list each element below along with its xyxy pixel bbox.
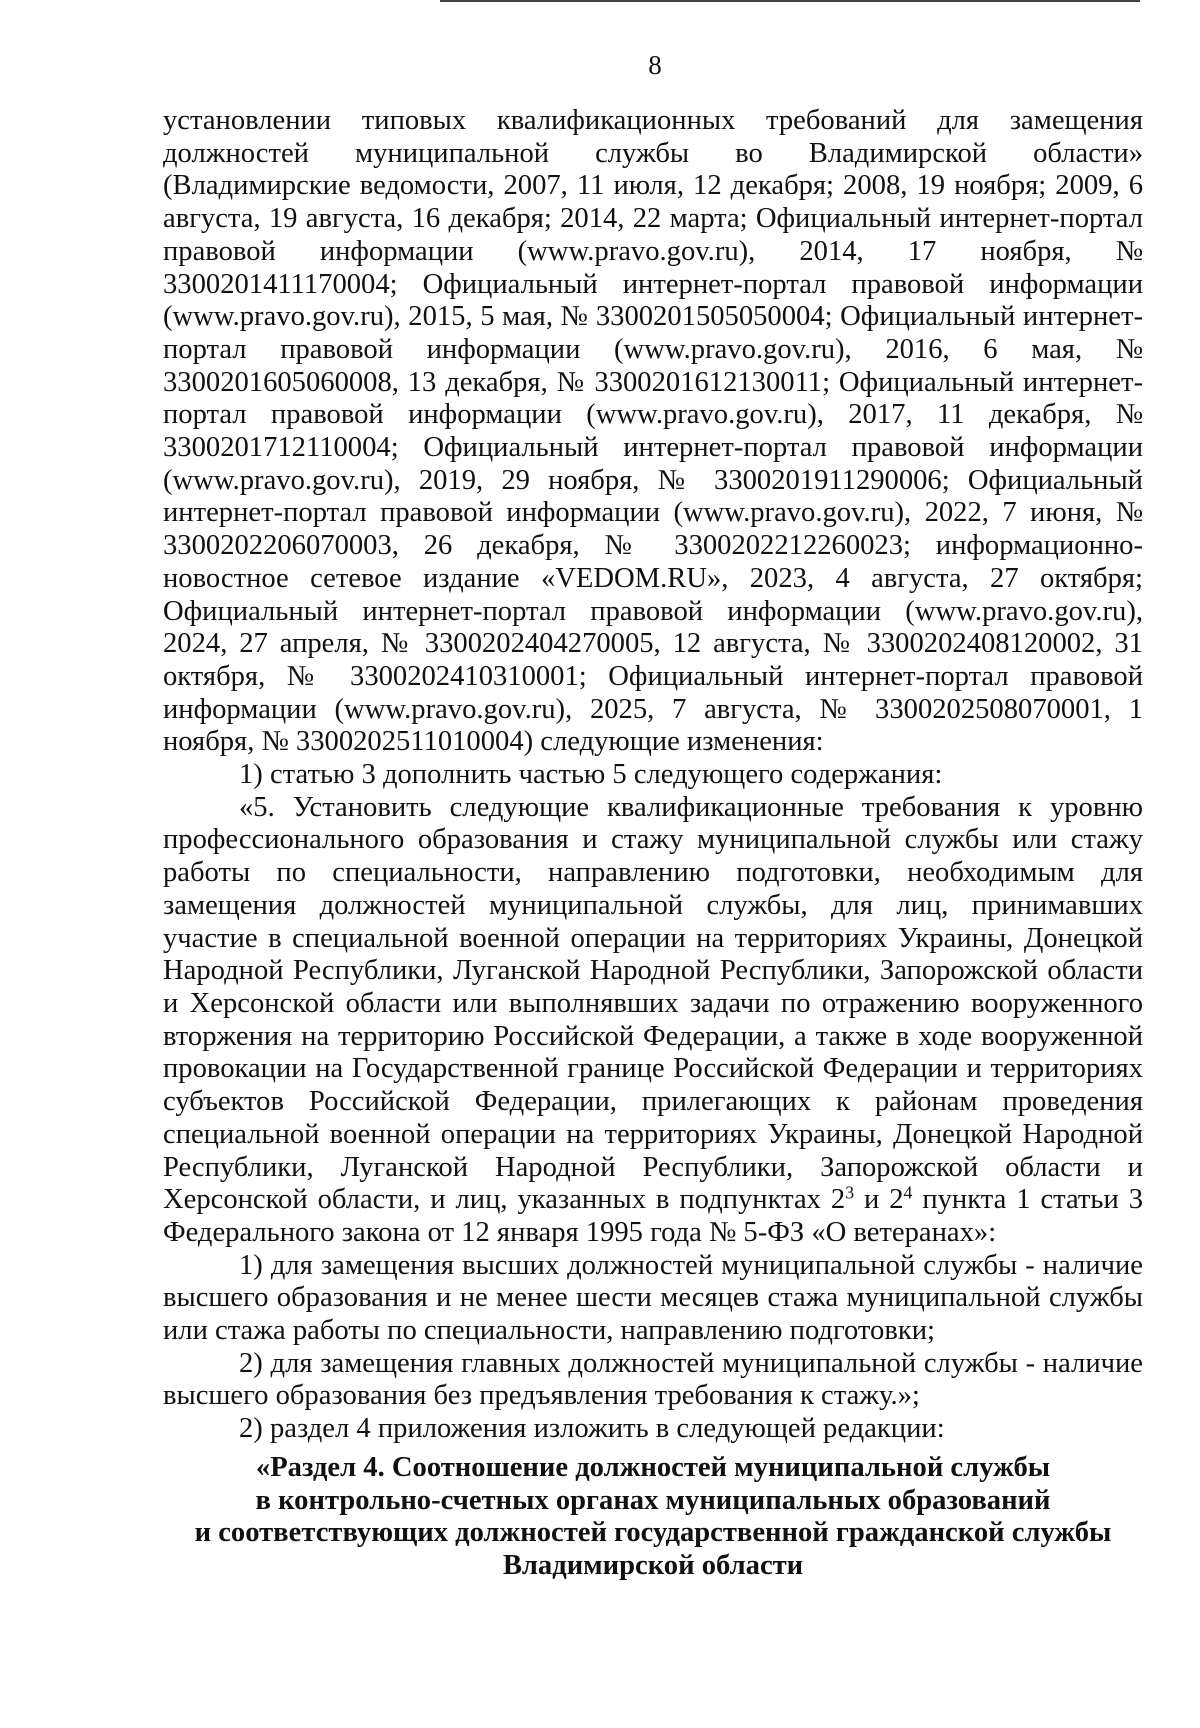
superscript-4: 4 [903, 1182, 913, 1203]
part-5-text-end: пункта 1 статьи 3 Федерального закона от 12 января 1995 года № 5-ФЗ «О ветеранах»: [163, 1184, 1144, 1248]
heading-line-1: «Раздел 4. Соотношение должностей муниципальной службы [255, 1451, 1051, 1483]
heading-line-4: Владимирской области [502, 1549, 804, 1581]
heading-line-2: в контрольно-счетных органах муниципальных образований [255, 1484, 1051, 1516]
section-4-heading [163, 1452, 1143, 1583]
part-5-text: «5. Установить следующие квалификационные требования к уровню профессионального образования и стажу муниципальной службы или стажу работы по специальности, направлению подготовки, необходимым для замещения должностей муниципальной службы, для лиц, принимавших участие в специальной военной операции на территориях Украины, Донецкой Народной Республики, Луганской Народной Республики, Запорожской области и Херсонской области или выполнявших задачи по отражению вооруженного вторжения на территорию Российской Федерации, а также в ходе вооруженной провокации на Государственной границе Российской Федерации и территориях субъектов Российской Федерации, прилегающих к районам проведения специальной военной операции на территориях Украины, Донецкой Народной Республики, Луганской Народной Республики, Запорожской области и Херсонской области, и лиц, указанных в подпунктах 2 [163, 791, 1143, 1216]
heading-line-3: и соответствующих должностей государственной гражданской службы [194, 1517, 1112, 1549]
paragraph-subitem-2: 2) для замещения главных должностей муниципальной службы - наличие высшего образования без предъявления требования к стажу.»; [163, 1347, 1143, 1412]
paragraph-amendment-sources: установлении типовых квалификационных требований для замещения должностей муниципальной службы во Владимирской области» (Владимирские ведомости, 2007, 11 июля, 12 декабря; 2008, 19 ноября; 2009, 6 августа, 19 августа, 16 декабря; 2014, 22 марта; Официальный интернет-портал правовой информации (www.pravo.gov.ru), 2014, 17 ноября, № 3300201411170004; Официальный интернет-портал правовой информации (www.pravo.gov.ru), 2015, 5 мая, № 3300201505050004; Официальный интернет-портал правовой информации (www.pravo.gov.ru), 2016, 6 мая, № 3300201605060008, 13 декабря, № 3300201612130011; Официальный интернет-портал правовой информации (www.pravo.gov.ru), 2017, 11 декабря, № 3300201712110004; Официальный интернет-портал правовой информации (www.pravo.gov.ru), 2019, 29 ноября, № 3300201911290006; Официальный интернет-портал правовой информации (www.pravo.gov.ru), 2022, 7 июня, № 3300202206070003, 26 декабря, № 3300202212260023; информационно-новостное сетевое издание «VEDOM.RU», 2023, 4 августа, 27 октября; Официальный интернет-портал правовой информации (www.pravo.gov.ru), 2024, 27 апреля, № 3300202404270005, 12 августа, № 3300202408120002, 31 октября, № 3300202410310001; Официальный интернет-портал правовой информации (www.pravo.gov.ru), 2025, 7 августа, № 3300202508070001, 1 ноября, № 3300202511010004) следующие изменения: [163, 105, 1143, 758]
page-number: 8 [648, 50, 662, 80]
paragraph-subitem-1: 1) для замещения высших должностей муниципальной службы - наличие высшего образования и не менее шести месяцев стажа муниципальной службы или стажа работы по специальности, направлению подготовки; [163, 1249, 1143, 1347]
document-body [163, 105, 1143, 1583]
superscript-3: 3 [845, 1182, 855, 1203]
top-border-line [440, 0, 1140, 2]
paragraph-item-2: 2) раздел 4 приложения изложить в следующей редакции: [239, 1413, 945, 1445]
part-5-text-mid: и 2 [854, 1184, 904, 1216]
paragraph-part-5 [163, 792, 1143, 1250]
paragraph-item-1: 1) статью 3 дополнить частью 5 следующего содержания: [239, 759, 943, 791]
